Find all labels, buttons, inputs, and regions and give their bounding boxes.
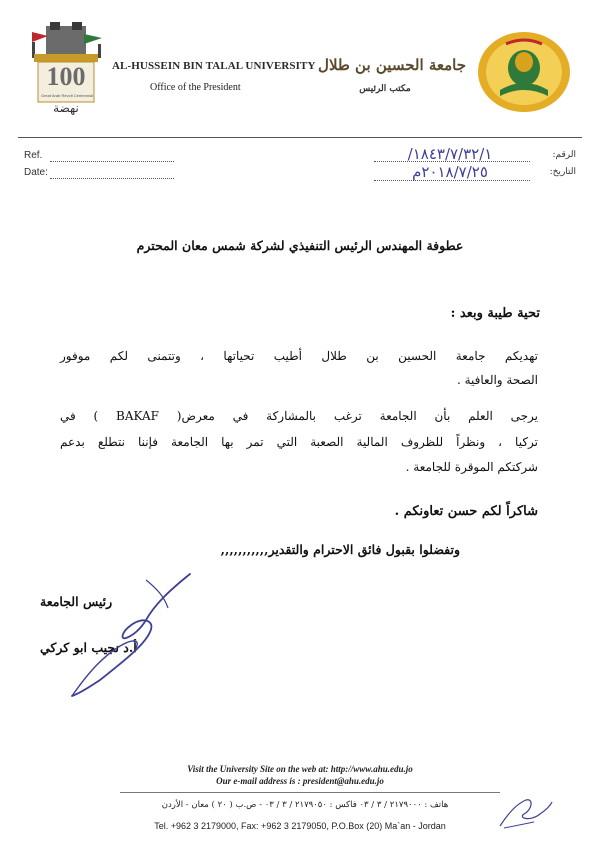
paragraph-1-line-2: الصحة والعافية . [456,373,538,387]
ref-line [50,161,174,162]
ref-value: ١٨٤٣/٧/٣٢/١/ [407,145,493,163]
header-divider [18,137,582,138]
office-name-ar: مكتب الرئيس [359,84,411,94]
signatory-name: أ.د نجيب ابو كركي [40,640,137,655]
footer-divider [120,792,500,793]
paragraph-2-line-3: شركتكم الموقرة للجامعة . [405,460,538,474]
ref-label: Ref. [24,150,43,161]
closing-line: وتفضلوا بقبول فائق الاحترام والتقدير,,,,,,,,,,, [220,542,460,557]
university-name-ar: جامعة الحسين بن طلال [318,56,466,74]
university-name-en: AL-HUSSEIN BIN TALAL UNIVERSITY [112,60,316,72]
anniversary-number: 100 [46,62,86,91]
thanks-line: شاكراً لكم حسن تعاونكم . [394,504,538,519]
initials-signature-icon [494,792,554,832]
date-line [50,178,174,179]
footer-contact-ar: هاتف : ٢١٧٩٠٠٠ / ٣ / ٠٣ فاكس : ٢١٧٩٠٥٠ / ٣ / ٠٣ - ص.ب ( ٢٠ ) معان - الأردن [161,800,449,810]
footer-contact-en: Tel. +962 3 2179000, Fax: +962 3 2179050, P.O.Box (20) Ma`an - Jordan [154,821,446,831]
date-label-ar: التاريخ: [549,167,576,177]
recipient-line: عطوفة المهندس الرئيس التنفيذي لشركة شمس معان المحترم [136,238,464,253]
paragraph-2-line-2: تركيا ، ونظراً للظروف المالية الصعبة التي تمر بها الجامعة فإننا نتطلع بدعم [60,435,538,449]
anniversary-caption: Great Arab Revolt Centennial [40,93,94,98]
greeting: تحية طيبة وبعد : [450,306,540,321]
office-name-en: Office of the President [150,82,241,93]
ref-label-ar: الرقم: [552,150,576,160]
signature-icon [60,560,200,700]
anniversary-word: نهضة [53,101,79,115]
footer-email-line: Our e-mail address is : president@ahu.edu.jo [216,776,384,786]
paragraph-2-line-1: يرجى العلم بأن الجامعة ترغب بالمشاركة في معرض( BAKAF ) في [60,409,538,423]
date-value: ٢٠١٨/٧/٢٥م [412,163,488,181]
paragraph-1-line-1: تهديكم جامعة الحسين بن طلال أطيب تحياتها ، وتتمنى لكم موفور [60,349,538,363]
university-emblem-icon [476,30,572,114]
date-label: Date: [24,167,48,178]
footer-site-line: Visit the University Site on the web at: http://www.ahu.edu.jo [187,764,413,774]
signatory-title: رئيس الجامعة [40,594,113,609]
